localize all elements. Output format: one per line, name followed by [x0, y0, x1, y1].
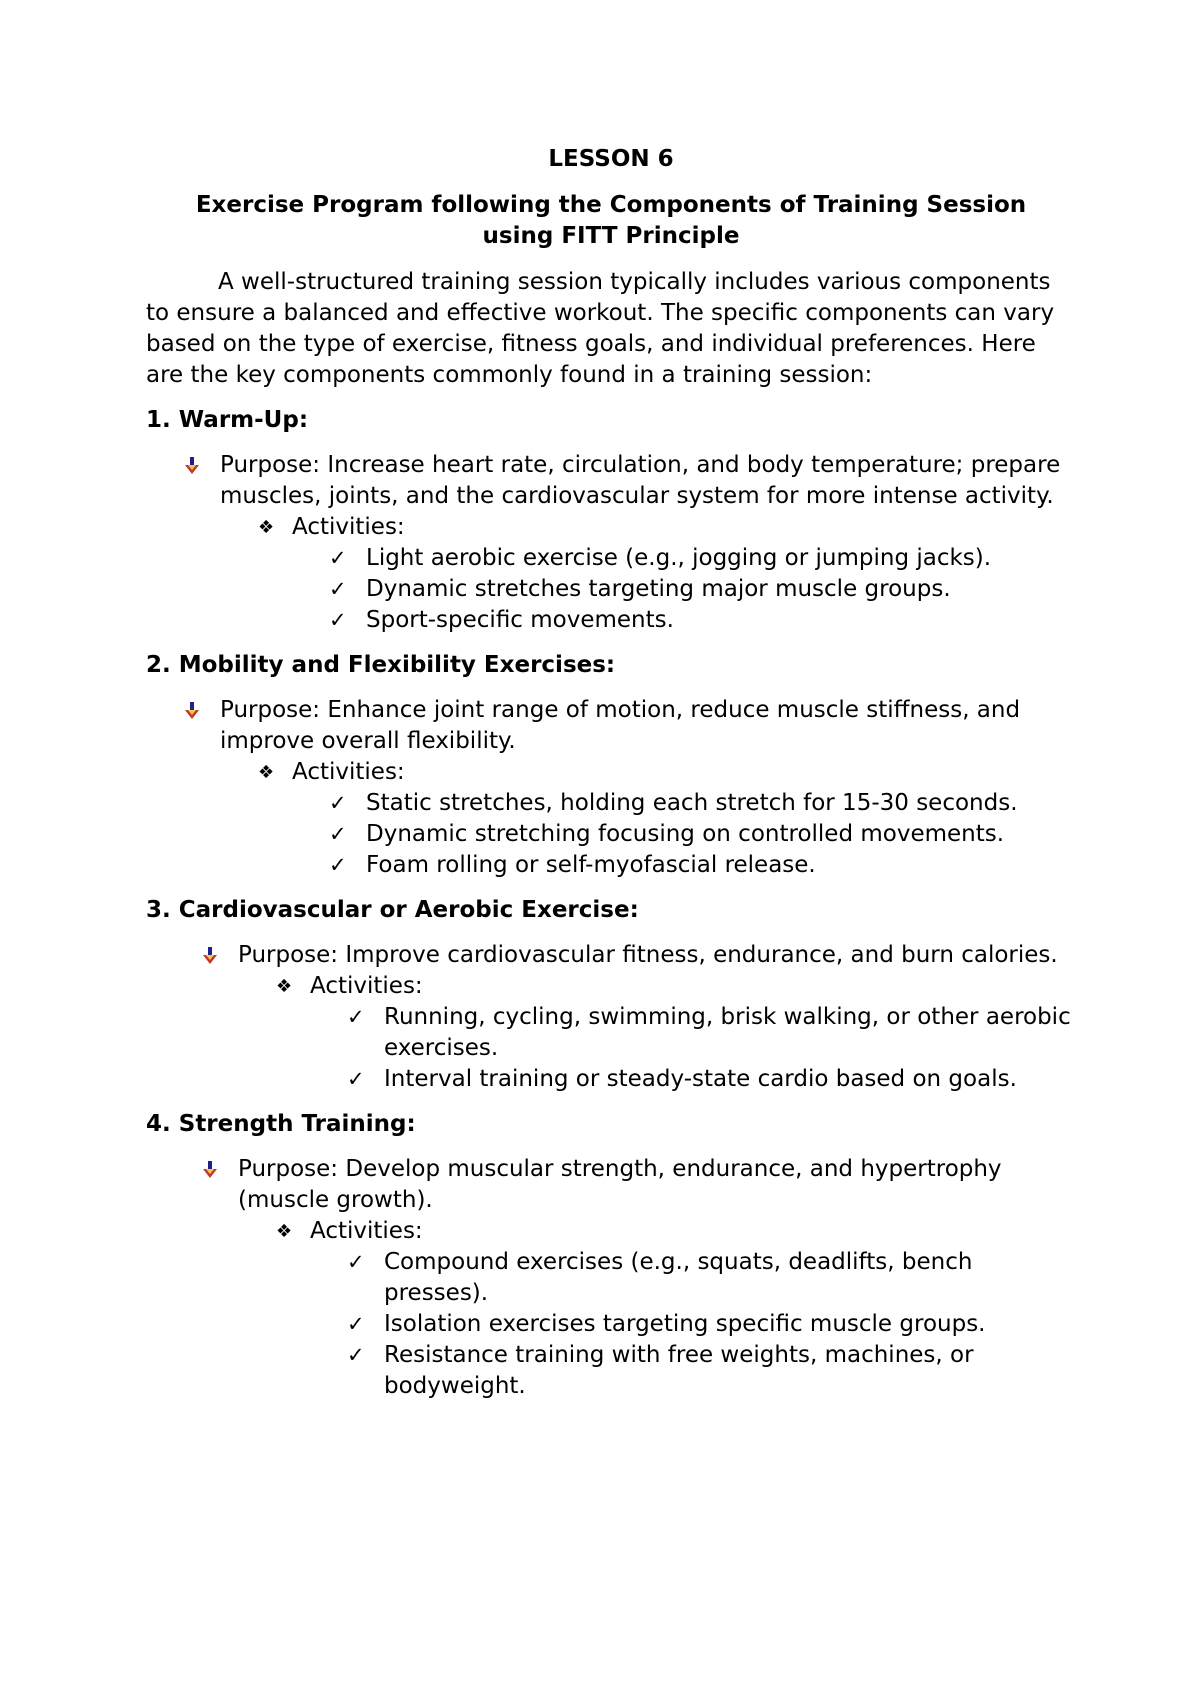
section-heading: 4. Strength Training: — [146, 1111, 416, 1137]
activity-item — [146, 1002, 1076, 1064]
section-cardio-aerobic — [146, 895, 1076, 1095]
section-heading: 3. Cardiovascular or Aerobic Exercise: — [146, 897, 639, 923]
activities-label: Activities: — [310, 973, 423, 999]
activities-label: Activities: — [292, 514, 405, 540]
activity-text: Static stretches, holding each stretch for 15-30 seconds. — [366, 790, 1018, 816]
diamond-bullet-icon: ❖ — [258, 762, 275, 783]
checkmark-icon: ✓ — [347, 1067, 365, 1091]
activity-item — [146, 1340, 1076, 1402]
activity-text: Interval training or steady-state cardio based on goals. — [384, 1066, 1017, 1092]
purpose-text: Purpose: Develop muscular strength, endurance, and hypertrophy (muscle growth). — [238, 1156, 1002, 1213]
activities-label-item — [146, 512, 1076, 543]
purpose-text: Purpose: Improve cardiovascular fitness, endurance, and burn calories. — [238, 942, 1058, 968]
lesson-title: LESSON 6 — [548, 146, 674, 172]
activity-text: Foam rolling or self-myofascial release. — [366, 852, 816, 878]
activity-item — [146, 1247, 1076, 1309]
activity-item — [146, 605, 1076, 636]
section-heading: 2. Mobility and Flexibility Exercises: — [146, 652, 616, 678]
activity-item — [146, 1064, 1076, 1095]
checkmark-icon: ✓ — [329, 577, 347, 601]
activity-text: Running, cycling, swimming, brisk walking, or other aerobic exercises. — [384, 1004, 1071, 1061]
purpose-text: Purpose: Enhance joint range of motion, reduce muscle stiffness, and improve overall flexibility. — [220, 697, 1021, 754]
purpose-item — [146, 695, 1076, 757]
activities-label-item — [146, 971, 1076, 1002]
section-heading: 1. Warm-Up: — [146, 407, 309, 433]
section-strength-training — [146, 1109, 1076, 1402]
section-warm-up — [146, 405, 1076, 636]
checkmark-icon: ✓ — [329, 853, 347, 877]
checkmark-icon: ✓ — [329, 608, 347, 632]
activity-text: Dynamic stretches targeting major muscle groups. — [366, 576, 951, 602]
activities-label-item — [146, 757, 1076, 788]
checkmark-icon: ✓ — [347, 1312, 365, 1336]
activity-item — [146, 574, 1076, 605]
activity-text: Sport-specific movements. — [366, 607, 674, 633]
activity-item — [146, 543, 1076, 574]
lesson-subtitle — [146, 190, 1076, 252]
activities-label-item — [146, 1216, 1076, 1247]
arrow-down-bullet-icon — [184, 702, 200, 720]
activity-text: Resistance training with free weights, machines, or bodyweight. — [384, 1342, 974, 1399]
checkmark-icon: ✓ — [329, 822, 347, 846]
intro-paragraph: A well-structured training session typically includes various components to ensure a balanced and effective workout. The specific components can vary based on the type of exercise, fitness goals, and individual preferences. Here are the key components commonly found in a training session: — [146, 269, 1055, 388]
activity-item — [146, 850, 1076, 881]
activities-label: Activities: — [310, 1218, 423, 1244]
section-mobility-flexibility — [146, 650, 1076, 881]
lesson-subtitle-line-1: Exercise Program following the Components of Training Session — [195, 192, 1027, 218]
diamond-bullet-icon: ❖ — [258, 517, 275, 538]
activity-item — [146, 819, 1076, 850]
checkmark-icon: ✓ — [347, 1343, 365, 1367]
purpose-item — [146, 1154, 1076, 1216]
diamond-bullet-icon: ❖ — [276, 1221, 293, 1242]
activity-item — [146, 1309, 1076, 1340]
activity-item — [146, 788, 1076, 819]
arrow-down-bullet-icon — [184, 457, 200, 475]
purpose-item — [146, 450, 1076, 512]
checkmark-icon: ✓ — [329, 546, 347, 570]
activities-label: Activities: — [292, 759, 405, 785]
activity-text: Light aerobic exercise (e.g., jogging or jumping jacks). — [366, 545, 992, 571]
arrow-down-bullet-icon — [202, 1161, 218, 1179]
checkmark-icon: ✓ — [347, 1005, 365, 1029]
arrow-down-bullet-icon — [202, 947, 218, 965]
diamond-bullet-icon: ❖ — [276, 976, 293, 997]
activity-text: Dynamic stretching focusing on controlled movements. — [366, 821, 1005, 847]
activity-text: Isolation exercises targeting specific muscle groups. — [384, 1311, 986, 1337]
checkmark-icon: ✓ — [347, 1250, 365, 1274]
activity-text: Compound exercises (e.g., squats, deadlifts, bench presses). — [384, 1249, 973, 1306]
checkmark-icon: ✓ — [329, 791, 347, 815]
document-page — [146, 144, 1076, 1416]
purpose-text: Purpose: Increase heart rate, circulation, and body temperature; prepare muscles, joints, and the cardiovascular system for more intense activity. — [220, 452, 1061, 509]
lesson-subtitle-line-2: using FITT Principle — [482, 223, 740, 249]
purpose-item — [146, 940, 1076, 971]
